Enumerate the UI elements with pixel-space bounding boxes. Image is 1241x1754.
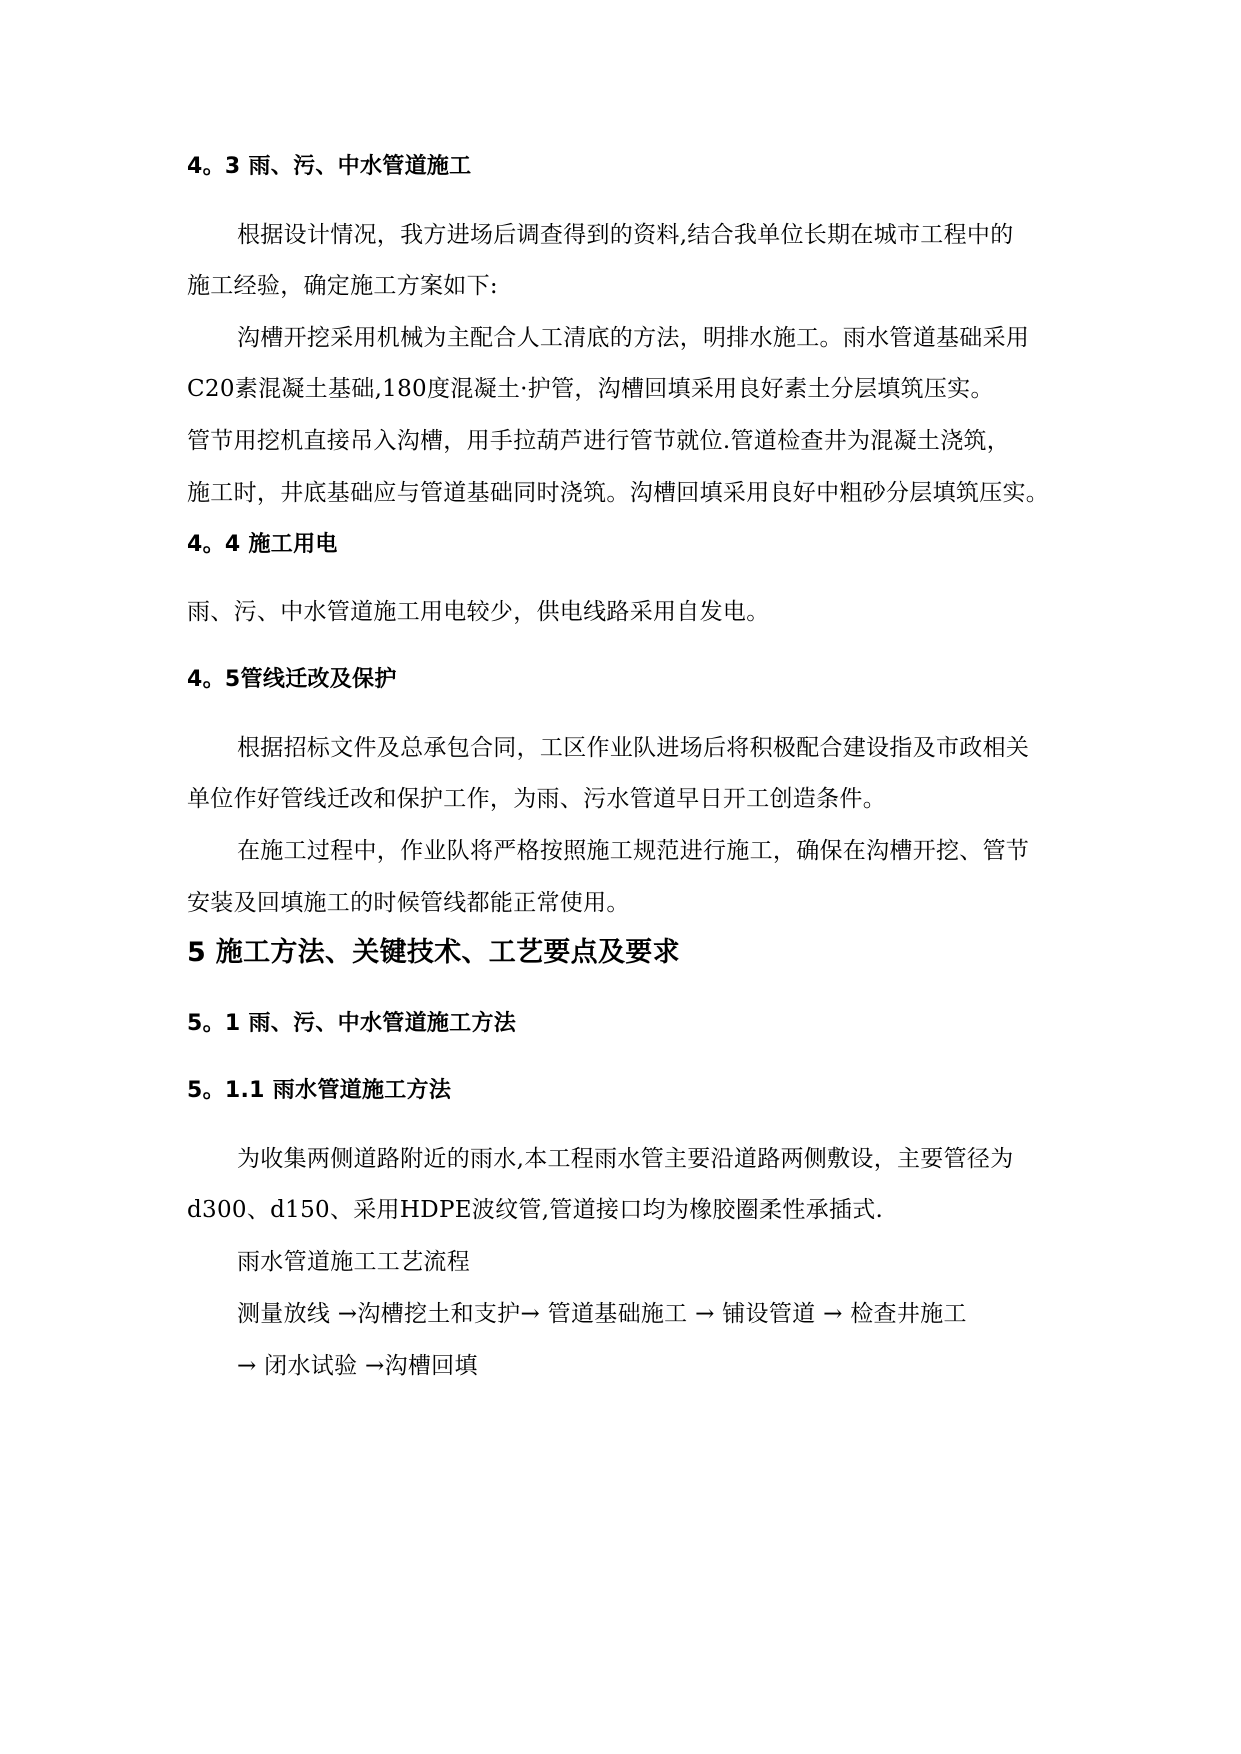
paragraph-4-3-2-line-2: C20素混凝土基础,180度混凝土·护管，沟槽回填采用良好素土分层填筑压实。 bbox=[187, 376, 994, 402]
process-flow-title: 雨水管道施工工艺流程 bbox=[237, 1249, 470, 1275]
heading-4-3: 4。3 雨、污、中水管道施工 bbox=[187, 154, 472, 179]
paragraph-4-5-1-line-2: 单位作好管线迁改和保护工作，为雨、污水管道早日开工创造条件。 bbox=[187, 786, 886, 812]
heading-5-1-1: 5。1.1 雨水管道施工方法 bbox=[187, 1078, 452, 1103]
paragraph-4-5-2-line-1: 在施工过程中，作业队将严格按照施工规范进行施工，确保在沟槽开挖、管节 bbox=[237, 838, 1030, 864]
paragraph-4-5-2-line-2: 安装及回填施工的时候管线都能正常使用。 bbox=[187, 890, 630, 916]
paragraph-4-3-3-line-2: 施工时，井底基础应与管道基础同时浇筑。沟槽回填采用良好中粗砂分层填筑压实。 bbox=[187, 480, 1050, 506]
paragraph-4-3-1-line-1: 根据设计情况，我方进场后调查得到的资料,结合我单位长期在城市工程中的 bbox=[237, 222, 1014, 248]
paragraph-4-4-1: 雨、污、中水管道施工用电较少，供电线路采用自发电。 bbox=[187, 599, 770, 625]
paragraph-5-1-1-1-line-2: d300、d150、采用HDPE波纹管,管道接口均为橡胶圈柔性承插式. bbox=[187, 1197, 884, 1223]
heading-5-1: 5。1 雨、污、中水管道施工方法 bbox=[187, 1011, 517, 1036]
paragraph-5-1-1-1-line-1: 为收集两侧道路附近的雨水,本工程雨水管主要沿道路两侧敷设，主要管径为 bbox=[237, 1146, 1014, 1172]
process-flow-line-1: 测量放线 →沟槽挖土和支护→ 管道基础施工 → 铺设管道 → 检查井施工 bbox=[237, 1301, 967, 1327]
process-flow-line-2: → 闭水试验 →沟槽回填 bbox=[237, 1353, 478, 1379]
paragraph-4-5-1-line-1: 根据招标文件及总承包合同，工区作业队进场后将积极配合建设指及市政相关 bbox=[237, 735, 1030, 761]
heading-5: 5 施工方法、关键技术、工艺要点及要求 bbox=[187, 937, 680, 968]
paragraph-4-3-3-line-1: 管节用挖机直接吊入沟槽，用手拉葫芦进行管节就位.管道检查井为混凝土浇筑， bbox=[187, 428, 1011, 454]
heading-4-4: 4。4 施工用电 bbox=[187, 532, 338, 557]
heading-4-5: 4。5管线迁改及保护 bbox=[187, 667, 397, 692]
paragraph-4-3-2-line-1: 沟槽开挖采用机械为主配合人工清底的方法，明排水施工。雨水管道基础采用 bbox=[237, 325, 1030, 351]
paragraph-4-3-1-line-2: 施工经验，确定施工方案如下: bbox=[187, 273, 498, 299]
